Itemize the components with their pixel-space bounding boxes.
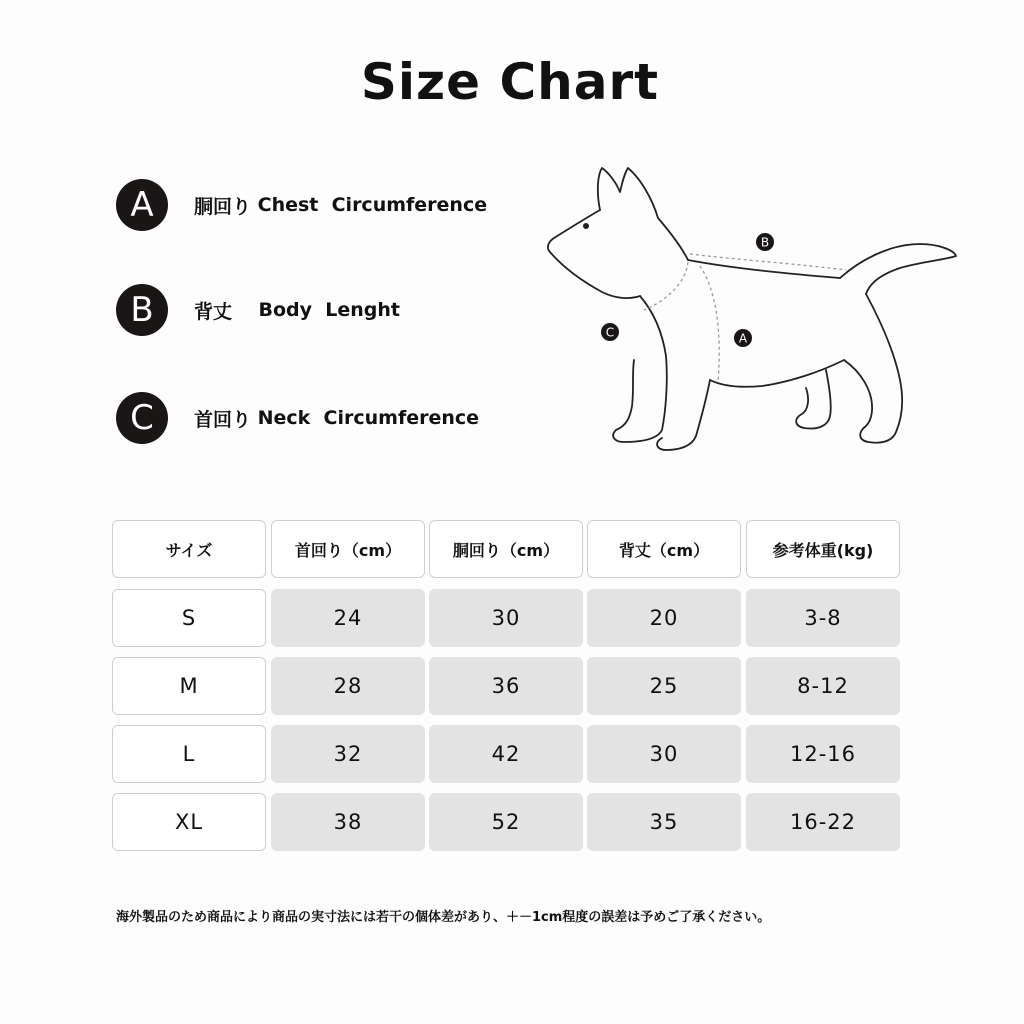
legend-jp-label: 背丈 xyxy=(194,300,233,323)
table-cell-neck: 32 xyxy=(271,725,425,783)
table-cell-neck: 24 xyxy=(271,589,425,647)
svg-text:C: C xyxy=(605,325,615,340)
svg-text:A: A xyxy=(738,331,748,346)
table-cell-chest: 36 xyxy=(429,657,583,715)
table-header-weight: 参考体重(kg) xyxy=(746,520,900,578)
svg-text:B: B xyxy=(760,235,770,250)
disclaimer-note: 海外製品のため商品により商品の実寸法には若干の個体差があり、＋－1cm程度の誤差は予めご了承ください。 xyxy=(116,910,771,925)
dog-outline-chest xyxy=(613,296,667,442)
table-cell-size: M xyxy=(112,657,266,715)
badge-a: A xyxy=(116,179,168,231)
table-cell-length: 35 xyxy=(587,793,741,851)
dog-eye xyxy=(583,223,589,229)
dog-outline-head xyxy=(598,168,688,260)
table-cell-weight: 3-8 xyxy=(746,589,900,647)
badge-b: B xyxy=(116,284,168,336)
diagram-label-b xyxy=(756,233,774,251)
legend-item-neck xyxy=(116,392,479,444)
dog-outline-rear xyxy=(844,294,902,443)
diagram-label-a xyxy=(734,329,752,347)
table-cell-length: 25 xyxy=(587,657,741,715)
diagram-label-c xyxy=(601,323,619,341)
table-cell-weight: 16-22 xyxy=(746,793,900,851)
dog-outline-rear-leg xyxy=(796,370,831,429)
table-cell-length: 30 xyxy=(587,725,741,783)
table-header-size: サイズ xyxy=(112,520,266,578)
legend-en-label: Neck Circumference xyxy=(251,407,480,429)
table-cell-neck: 38 xyxy=(271,793,425,851)
dog-diagram xyxy=(540,160,970,470)
table-cell-neck: 28 xyxy=(271,657,425,715)
dog-outline-belly xyxy=(710,360,844,387)
table-cell-length: 20 xyxy=(587,589,741,647)
legend-en-label: Chest Circumference xyxy=(251,194,488,216)
table-cell-weight: 12-16 xyxy=(746,725,900,783)
table-cell-size: XL xyxy=(112,793,266,851)
table-cell-chest: 52 xyxy=(429,793,583,851)
legend-en-label: Body Lenght xyxy=(232,299,400,321)
legend-item-body xyxy=(116,284,400,336)
chest-measure-line xyxy=(700,266,719,382)
badge-c: C xyxy=(116,392,168,444)
legend-jp-label: 首回り xyxy=(194,408,252,431)
dog-outline-face xyxy=(548,210,640,298)
table-cell-chest: 42 xyxy=(429,725,583,783)
body-measure-line xyxy=(690,254,846,270)
legend-jp-label: 胴回り xyxy=(194,195,252,218)
table-header-neck: 首回り（cm） xyxy=(271,520,425,578)
dog-outline-back xyxy=(688,260,840,278)
page-title: Size Chart xyxy=(360,53,660,111)
table-cell-size: S xyxy=(112,589,266,647)
table-header-length: 背丈（cm） xyxy=(587,520,741,578)
table-cell-weight: 8-12 xyxy=(746,657,900,715)
table-cell-size: L xyxy=(112,725,266,783)
neck-measure-line xyxy=(644,262,688,310)
table-header-chest: 胴回り（cm） xyxy=(429,520,583,578)
dog-outline-tail xyxy=(840,244,956,294)
table-cell-chest: 30 xyxy=(429,589,583,647)
legend-item-chest xyxy=(116,179,487,231)
